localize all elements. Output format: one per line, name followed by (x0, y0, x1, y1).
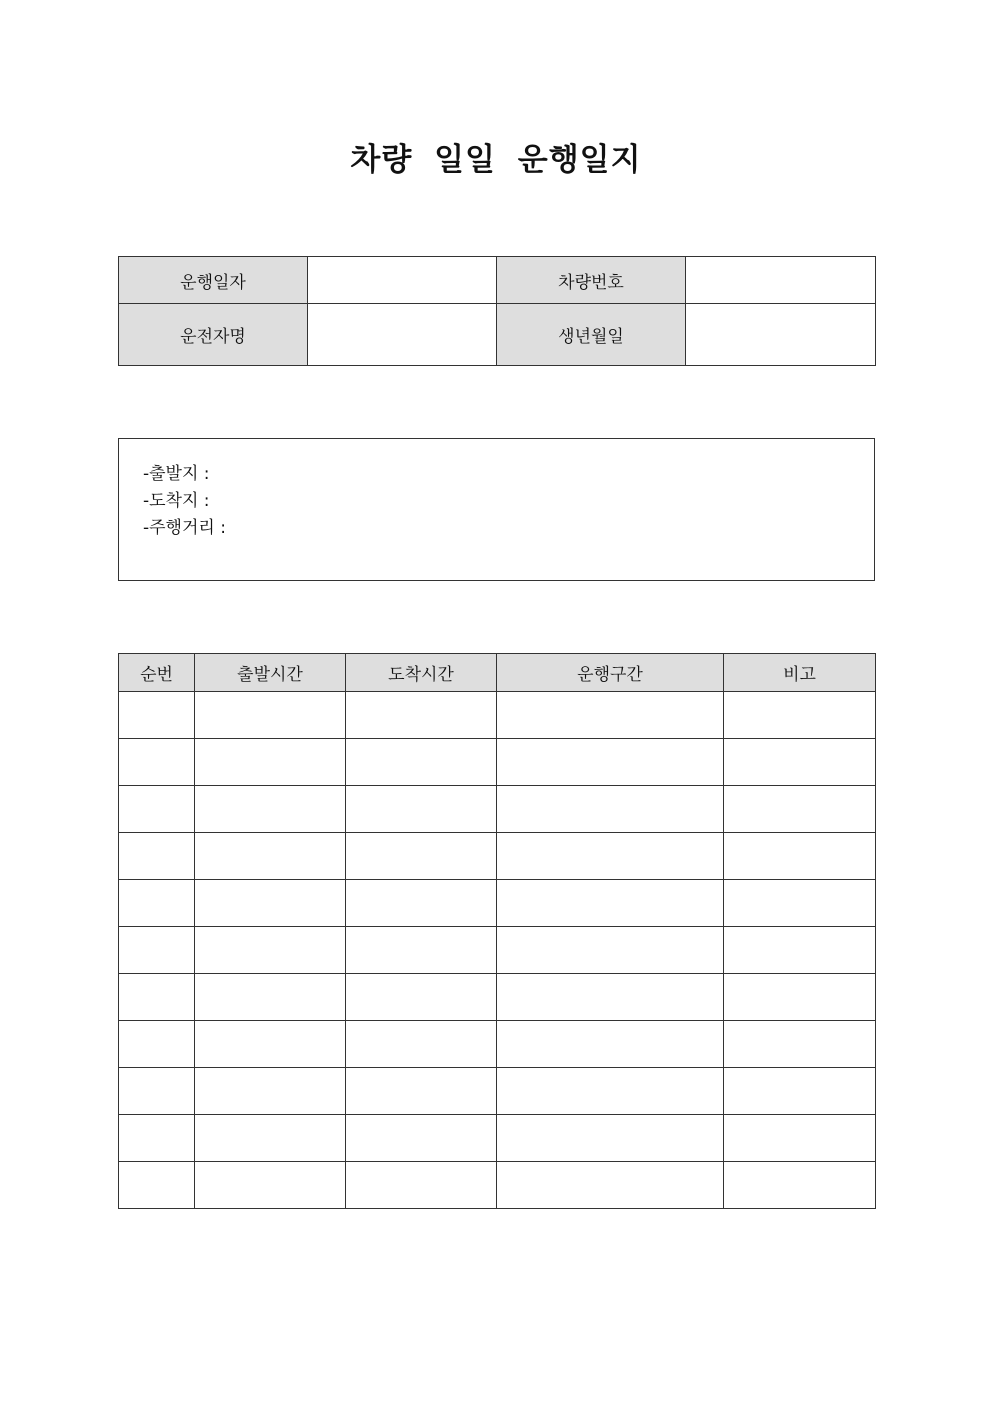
cell-note[interactable] (724, 833, 876, 880)
birth-date-label: 생년월일 (497, 304, 686, 366)
cell-seq[interactable] (119, 786, 195, 833)
table-row (119, 1068, 876, 1115)
cell-note[interactable] (724, 739, 876, 786)
cell-arrival-time[interactable] (346, 1068, 497, 1115)
cell-section[interactable] (497, 692, 724, 739)
cell-note[interactable] (724, 1162, 876, 1209)
table-row (119, 974, 876, 1021)
cell-departure-time[interactable] (195, 1162, 346, 1209)
cell-note[interactable] (724, 692, 876, 739)
vehicle-number-field[interactable] (686, 257, 876, 304)
table-row (119, 692, 876, 739)
cell-departure-time[interactable] (195, 927, 346, 974)
cell-section[interactable] (497, 1162, 724, 1209)
driver-name-label: 운전자명 (119, 304, 308, 366)
cell-departure-time[interactable] (195, 880, 346, 927)
distance-label: -주행거리 : (143, 518, 226, 538)
cell-section[interactable] (497, 1021, 724, 1068)
cell-arrival-time[interactable] (346, 880, 497, 927)
page-title: 차량 일일 운행일지 (350, 142, 642, 178)
cell-arrival-time[interactable] (346, 974, 497, 1021)
cell-arrival-time[interactable] (346, 786, 497, 833)
cell-note[interactable] (724, 1115, 876, 1162)
cell-departure-time[interactable] (195, 739, 346, 786)
cell-arrival-time[interactable] (346, 692, 497, 739)
cell-seq[interactable] (119, 880, 195, 927)
header-seq: 순번 (119, 654, 195, 692)
cell-seq[interactable] (119, 1021, 195, 1068)
vehicle-number-label: 차량번호 (497, 257, 686, 304)
table-row (119, 1162, 876, 1209)
cell-departure-time[interactable] (195, 1115, 346, 1162)
header-arrival-time: 도착시간 (346, 654, 497, 692)
cell-arrival-time[interactable] (346, 1162, 497, 1209)
header-note: 비고 (724, 654, 876, 692)
cell-note[interactable] (724, 927, 876, 974)
cell-seq[interactable] (119, 974, 195, 1021)
header-departure-time: 출발시간 (195, 654, 346, 692)
cell-seq[interactable] (119, 1115, 195, 1162)
cell-section[interactable] (497, 833, 724, 880)
table-row (119, 833, 876, 880)
log-header-row (119, 654, 876, 692)
cell-arrival-time[interactable] (346, 927, 497, 974)
cell-arrival-time[interactable] (346, 1115, 497, 1162)
cell-seq[interactable] (119, 1162, 195, 1209)
table-row (119, 1021, 876, 1068)
cell-departure-time[interactable] (195, 1068, 346, 1115)
info-row (119, 304, 876, 366)
cell-departure-time[interactable] (195, 974, 346, 1021)
operation-log-table (118, 653, 876, 1209)
cell-note[interactable] (724, 880, 876, 927)
driver-name-field[interactable] (308, 304, 497, 366)
table-row (119, 786, 876, 833)
cell-arrival-time[interactable] (346, 1021, 497, 1068)
cell-seq[interactable] (119, 833, 195, 880)
cell-section[interactable] (497, 1068, 724, 1115)
cell-note[interactable] (724, 974, 876, 1021)
header-section: 운행구간 (497, 654, 724, 692)
vehicle-info-table (118, 256, 876, 366)
table-row (119, 1115, 876, 1162)
table-row (119, 927, 876, 974)
cell-note[interactable] (724, 1021, 876, 1068)
cell-arrival-time[interactable] (346, 833, 497, 880)
cell-departure-time[interactable] (195, 833, 346, 880)
table-row (119, 739, 876, 786)
info-row (119, 257, 876, 304)
cell-section[interactable] (497, 1115, 724, 1162)
cell-seq[interactable] (119, 927, 195, 974)
cell-section[interactable] (497, 786, 724, 833)
cell-departure-time[interactable] (195, 786, 346, 833)
cell-departure-time[interactable] (195, 1021, 346, 1068)
route-box[interactable] (118, 438, 875, 581)
cell-seq[interactable] (119, 692, 195, 739)
cell-note[interactable] (724, 786, 876, 833)
operation-date-field[interactable] (308, 257, 497, 304)
cell-departure-time[interactable] (195, 692, 346, 739)
cell-arrival-time[interactable] (346, 739, 497, 786)
cell-section[interactable] (497, 974, 724, 1021)
cell-seq[interactable] (119, 1068, 195, 1115)
operation-date-label: 운행일자 (119, 257, 308, 304)
arrival-label: -도착지 : (143, 491, 210, 511)
cell-note[interactable] (724, 1068, 876, 1115)
cell-seq[interactable] (119, 739, 195, 786)
table-row (119, 880, 876, 927)
cell-section[interactable] (497, 880, 724, 927)
cell-section[interactable] (497, 739, 724, 786)
cell-section[interactable] (497, 927, 724, 974)
birth-date-field[interactable] (686, 304, 876, 366)
departure-label: -출발지 : (143, 464, 210, 484)
